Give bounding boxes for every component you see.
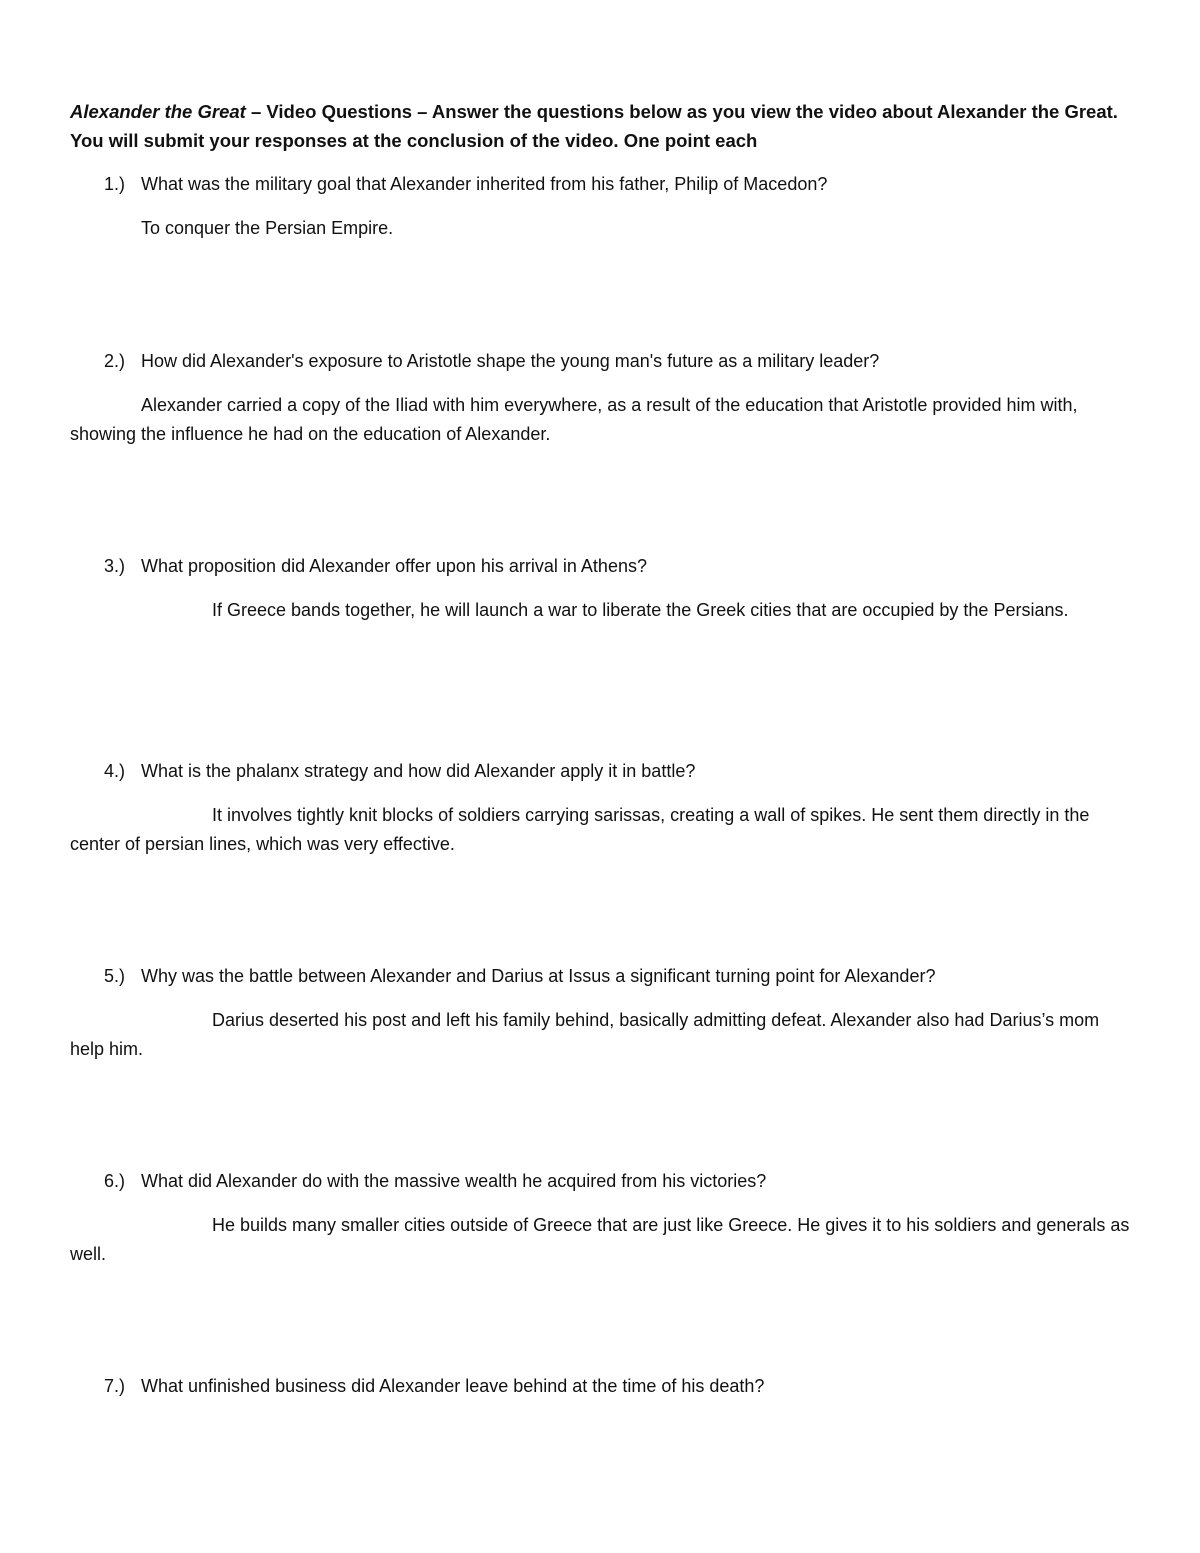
question-number: 7.) <box>104 1376 126 1396</box>
question-number: 1.) <box>104 174 126 194</box>
answer-4: It involves tightly knit blocks of soldiers carrying sarissas, creating a wall of spikes. He sent them directly in the center of persian lines, which was very effective. <box>70 805 1090 854</box>
worksheet-title: Alexander the Great <box>70 101 246 122</box>
question-number: 3.) <box>104 556 126 576</box>
answer-2: Alexander carried a copy of the Iliad with him everywhere, as a result of the education that Aristotle provided him with, showing the influence he had on the education of Alexander. <box>70 395 1078 444</box>
question-1 <box>104 170 1134 199</box>
question-7 <box>104 1372 1134 1401</box>
answer-6: He builds many smaller cities outside of Greece that are just like Greece. He gives it to his soldiers and generals as well. <box>70 1215 1130 1264</box>
question-text: How did Alexander's exposure to Aristotle shape the young man's future as a military leader? <box>141 351 880 371</box>
worksheet-header <box>70 97 1130 155</box>
question-2 <box>104 347 1134 376</box>
question-6 <box>104 1167 1134 1196</box>
answer-1: To conquer the Persian Empire. <box>141 218 394 238</box>
question-text: What did Alexander do with the massive wealth he acquired from his victories? <box>141 1171 767 1191</box>
question-number: 6.) <box>104 1171 126 1191</box>
worksheet-instructions: – Video Questions – Answer the questions below as you view the video about Alexander the Great. You will submit your responses at the conclusion of the video. One point each <box>70 101 1118 151</box>
question-3 <box>104 552 1134 581</box>
question-text: What was the military goal that Alexander inherited from his father, Philip of Macedon? <box>141 174 828 194</box>
question-text: What is the phalanx strategy and how did Alexander apply it in battle? <box>141 761 696 781</box>
question-number: 4.) <box>104 761 126 781</box>
question-4 <box>104 757 1134 786</box>
answer-3: If Greece bands together, he will launch a war to liberate the Greek cities that are occupied by the Persians. <box>212 600 1069 620</box>
question-text: What unfinished business did Alexander leave behind at the time of his death? <box>141 1376 765 1396</box>
answer-5: Darius deserted his post and left his family behind, basically admitting defeat. Alexander also had Darius’s mom help him. <box>70 1010 1100 1059</box>
question-number: 5.) <box>104 966 126 986</box>
question-5 <box>104 962 1134 991</box>
question-text: Why was the battle between Alexander and Darius at Issus a significant turning point for Alexander? <box>141 966 936 986</box>
question-text: What proposition did Alexander offer upon his arrival in Athens? <box>141 556 647 576</box>
question-number: 2.) <box>104 351 126 371</box>
